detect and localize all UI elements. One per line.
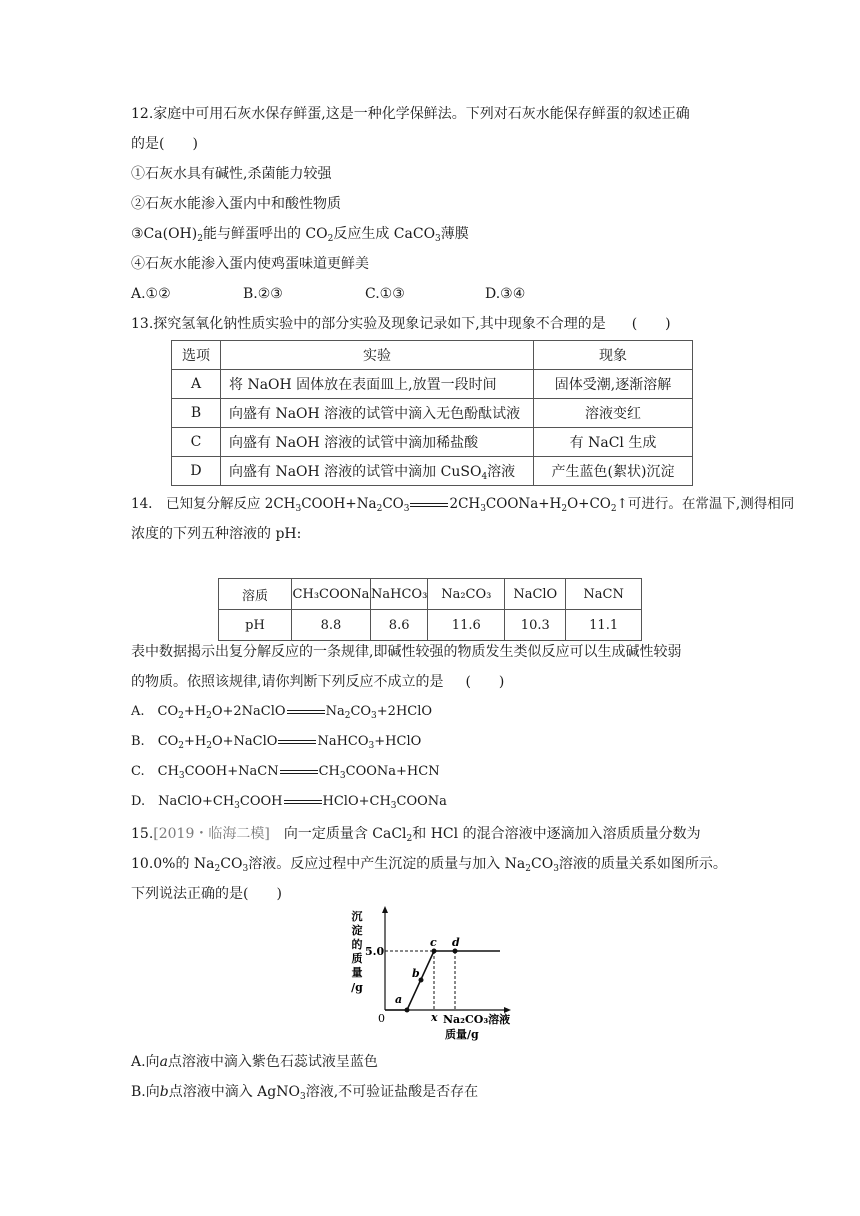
table-cell: 8.8 [292, 610, 371, 641]
x-axis-label-line2: 质量/g [445, 1028, 479, 1041]
q13-stem: 13.探究氢氧化钠性质实验中的部分实验及现象记录如下,其中现象不合理的是 ( ) [131, 316, 671, 332]
q12-item-3: $③Ca(OH)_2$能与鲜蛋呼出的 $CO_2$反应生成 CaCO$_3$薄膜 [131, 226, 469, 244]
table-cell: 向盛有 NaOH 溶液的试管中滴入无色酚酞试液 [221, 399, 534, 428]
y-axis-label-char-5: /g [351, 981, 363, 994]
y-axis-label [351, 909, 363, 994]
table-cell: CH₃COONa [292, 579, 371, 610]
q15-stem-line2: 10.0%的 $Na_2CO_3$溶液。反应过程中产生沉淀的质量与加入 $Na_2CO_3$溶液的质量关系如图所示。 [131, 856, 727, 874]
point-a [405, 1008, 410, 1013]
table-cell: 10.3 [505, 610, 566, 641]
q14-after-line2: 的物质。依照该规律,请你判断下列反应不成立的是 ( ) [131, 674, 505, 690]
table-cell: 将 NaOH 固体放在表面皿上,放置一段时间 [221, 370, 534, 399]
y-axis-label-char-0: 沉 [351, 910, 363, 923]
table-cell: D [172, 457, 221, 486]
q12-option-a[interactable]: A.①② [131, 286, 171, 302]
table-cell: 产生蓝色(絮状)沉淀 [534, 457, 693, 486]
point-ref-a: a [159, 1054, 168, 1070]
q14-after-line1: 表中数据揭示出复分解反应的一条规律,即碱性较强的物质发生类似反应可以生成碱性较弱 [131, 644, 682, 660]
y-axis-label-char-4: 量 [351, 966, 363, 979]
q15-stem-line3: 下列说法正确的是( ) [131, 886, 282, 902]
table-row [172, 370, 693, 399]
table-row [172, 457, 693, 486]
origin-label: 0 [378, 1012, 385, 1025]
table-cell: 向盛有 NaOH 溶液的试管中滴加稀盐酸 [221, 428, 534, 457]
point-ref-b: b [159, 1084, 169, 1100]
point-label-a: a [395, 993, 403, 1006]
q12-option-c[interactable]: C.①③ [365, 286, 405, 302]
table-cell: NaCN [566, 579, 642, 610]
table-cell: B [172, 399, 221, 428]
point-label-c: c [430, 936, 437, 949]
q12-item-2: ②石灰水能渗入蛋内中和酸性物质 [131, 196, 341, 212]
q12-options [131, 284, 525, 304]
q12-item-1: ①石灰水具有碱性,杀菌能力较强 [131, 166, 332, 182]
q14-option-c[interactable]: C. $CH_3COOH+NaCN$ $CH_3COONa+HCN$ [131, 764, 440, 781]
q13-table [171, 340, 693, 486]
y-axis-label-char-2: 的 [351, 938, 363, 951]
table-row [172, 428, 693, 457]
table-header-ph: pH [219, 610, 292, 641]
q15-source-tag: [2019・临海二模] [153, 826, 270, 842]
q12-stem-line2: 的是( ) [131, 136, 198, 152]
table-cell: 溶液变红 [534, 399, 693, 428]
q14-stem-line2: 浓度的下列五种溶液的 pH: [131, 526, 302, 542]
table-header-phenomenon: 现象 [534, 341, 693, 370]
table-cell: 8.6 [371, 610, 428, 641]
q14-ph-table [218, 578, 642, 641]
q15-stem-line1: 15.[2019・临海二模] 向一定质量含 CaCl$_2$和 HCl 的混合溶液中逐滴加入溶质质量分数为 [131, 826, 701, 844]
point-label-d: d [452, 936, 460, 949]
table-cell: 固体受潮,逐渐溶解 [534, 370, 693, 399]
q12-stem-line1: 12.家庭中可用石灰水保存鲜蛋,这是一种化学保鲜法。下列对石灰水能保存鲜蛋的叙述正确 [131, 106, 690, 122]
table-cell: A [172, 370, 221, 399]
series-line [385, 951, 500, 1010]
q12-item-4: ④石灰水能渗入蛋内使鸡蛋味道更鲜美 [131, 256, 369, 272]
table-header-experiment: 实验 [221, 341, 534, 370]
table-row [219, 579, 642, 610]
q14-option-a[interactable]: A. $CO_2+H_2O+2NaClO$ $Na_2CO_3+2HClO$ [131, 704, 433, 721]
table-row [172, 341, 693, 370]
table-header-solute: 溶质 [219, 579, 292, 610]
x-tick-label: x [431, 1011, 438, 1024]
table-row [172, 399, 693, 428]
table-header-option: 选项 [172, 341, 221, 370]
q12-option-b[interactable]: B.②③ [243, 286, 283, 302]
y-tick-label: 5.0 [365, 945, 385, 958]
point-d [453, 949, 458, 954]
y-axis-label-char-1: 淀 [351, 924, 363, 937]
table-cell: NaHCO₃ [371, 579, 428, 610]
point-label-b: b [412, 967, 420, 980]
table-cell: 有 NaCl 生成 [534, 428, 693, 457]
table-cell: NaClO [505, 579, 566, 610]
q14-option-b[interactable]: B. $CO_2+H_2O+NaClO$ NaHCO$_3$+HClO [131, 734, 422, 751]
table-row [219, 610, 642, 641]
y-axis-arrow [382, 906, 388, 913]
q14-option-d[interactable]: D. $NaClO+CH_3COOH$ $HClO+CH_3COONa$ [131, 794, 447, 811]
q14-stem-line1: 14. 已知复分解反应 $2CH_3COOH+Na_2CO_3$ $2CH_3COONa+H_2O+CO_2↑$可进行。在常温下,测得相同 [131, 496, 795, 514]
table-cell: C [172, 428, 221, 457]
q12-option-d[interactable]: D.③④ [485, 286, 526, 302]
q15-option-b[interactable]: B.向b点溶液中滴入 AgNO$_3$溶液,不可验证盐酸是否存在 [131, 1084, 479, 1102]
q15-precipitate-chart [345, 906, 515, 1044]
table-cell: 11.6 [428, 610, 505, 641]
point-c [432, 949, 437, 954]
q15-option-a[interactable]: A.向a点溶液中滴入紫色石蕊试液呈蓝色 [131, 1054, 378, 1070]
table-cell: 向盛有 NaOH 溶液的试管中滴加 CuSO$_4$溶液 [221, 457, 534, 486]
y-axis-label-char-3: 质 [351, 952, 363, 965]
x-axis-label-line1: Na₂CO₃溶液 [443, 1013, 511, 1026]
q14-answer-bracket: ( ) [465, 674, 505, 690]
table-cell: 11.1 [566, 610, 642, 641]
table-cell: Na₂CO₃ [428, 579, 505, 610]
q13-answer-bracket: ( ) [631, 316, 671, 332]
